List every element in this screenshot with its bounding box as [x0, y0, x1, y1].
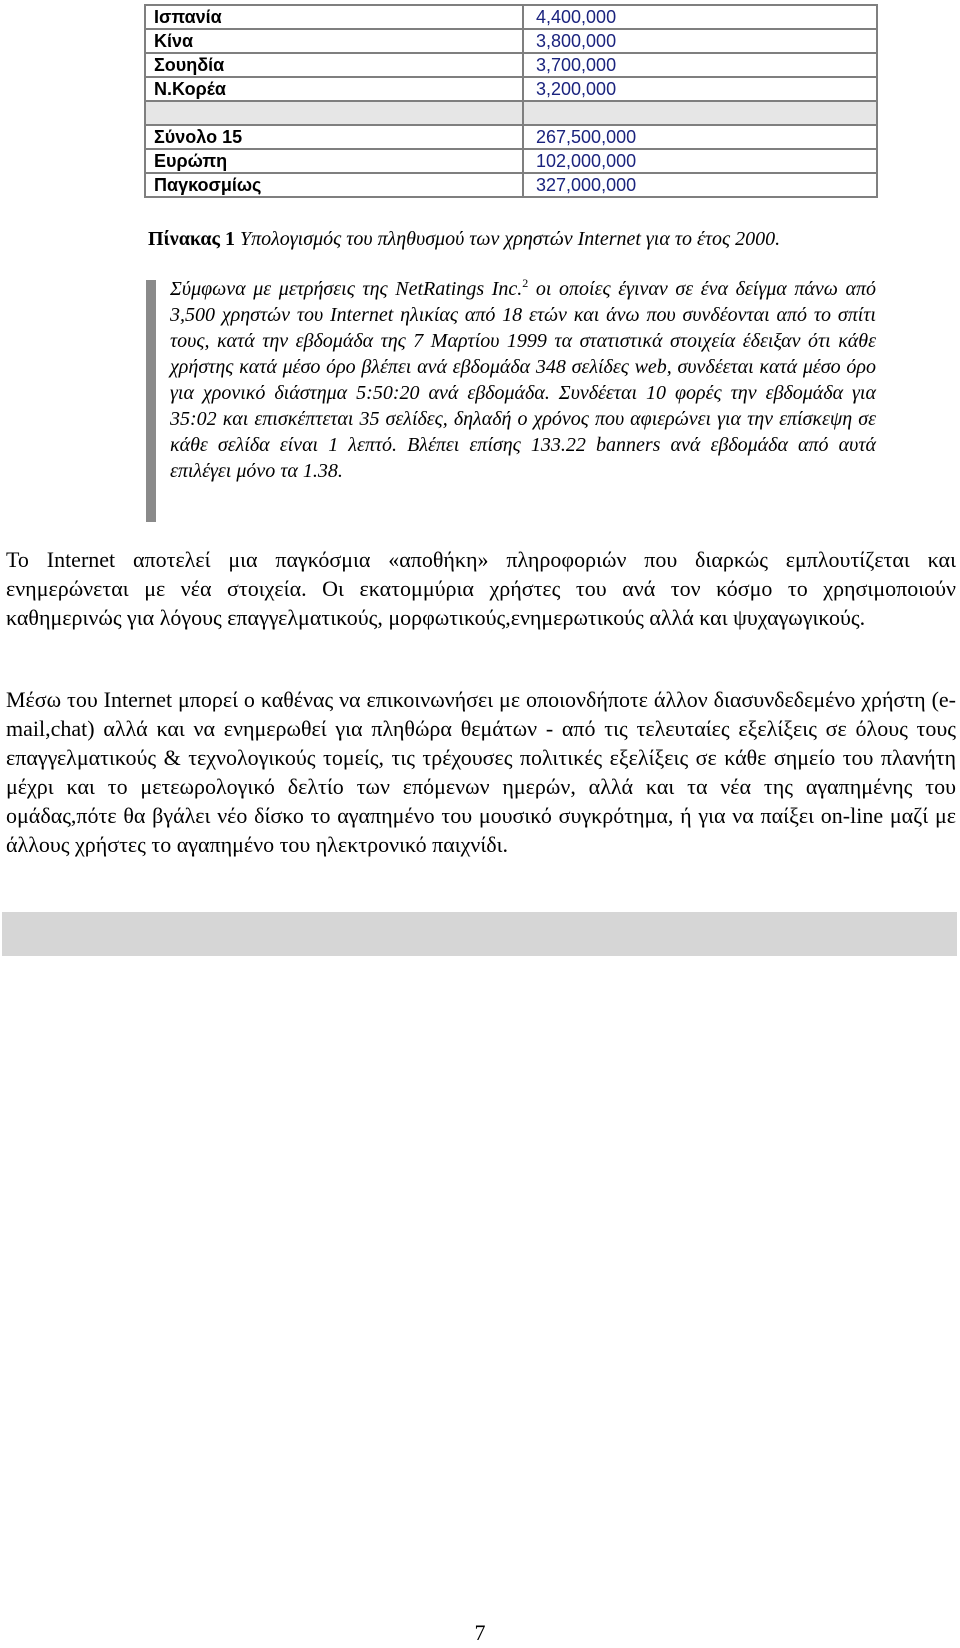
- gray-band: [2, 912, 957, 956]
- users-cell: 102,000,000: [523, 149, 877, 173]
- table-row: [145, 173, 877, 197]
- footnote-ref: 2: [522, 276, 529, 290]
- page-number: 7: [474, 1620, 486, 1645]
- table-row: [145, 5, 877, 29]
- spacer-cell: [145, 101, 523, 125]
- netratings-quote: [170, 276, 876, 484]
- paragraph-communication: Μέσω του Internet μπορεί ο καθένας να επικοινωνήσει με οποιονδήποτε άλλον διασυνδεδεμένο χρήστη (e-mail,chat) αλλά και να ενημερωθεί για πληθώρα θεμάτων - από τις τελευταίες εξελίξεις σε όλους τους επαγγελματικούς & τεχνολογικούς τομείς, τις τρέχουσες πολιτικές εξελίξεις σε κάθε σημείο του πλανήτη μέχρι και το μετεωρολογικό δελτίο των επόμενων ημερών, αλλά και τα νέα της αγαπημένης του ομάδας,πότε θα βγάλει νέο δίσκο το αγαπημένο του μουσικό συγκρότημα, ή για να παίξει on-line μαζί με άλλους χρήστες το αγαπημένο του ηλεκτρονικό παιχνίδι.: [6, 687, 956, 857]
- country-cell: Κίνα: [145, 29, 523, 53]
- region-cell: Σύνολο 15: [145, 125, 523, 149]
- table-row: [145, 125, 877, 149]
- quote-text-start: Σύμφωνα με μετρήσεις της NetRatings Inc.: [170, 278, 523, 300]
- users-cell: 267,500,000: [523, 125, 877, 149]
- quote-bar: [146, 280, 156, 522]
- region-cell: Παγκοσμίως: [145, 173, 523, 197]
- spacer-cell: [523, 101, 877, 125]
- table-row: [145, 53, 877, 77]
- users-cell: 3,200,000: [523, 77, 877, 101]
- users-cell: 4,400,000: [523, 5, 877, 29]
- country-cell: Σουηδία: [145, 53, 523, 77]
- table-row: [145, 149, 877, 173]
- internet-users-table: [144, 4, 878, 198]
- quote-text-rest: οι οποίες έγιναν σε ένα δείγμα πάνω από 3,500 χρηστών του Internet ηλικίας από 18 ετών και άνω που συνδέονται από το σπίτι τους, κατά την εβδομάδα της 7 Μαρτίου 1999 τα στατιστικά στοιχεία έδειξαν ότι κάθε χρήστης κατά μέσο όρο βλέπει ανά εβδομάδα 348 σελίδες web, συνδέεται κατά μέσο όρο για χρονικό διάστημα 5:50:20 ανά εβδομάδα. Συνδέεται 10 φορές την εβδομάδα για 35:02 και επισκέπτεται 35 σελίδες, δηλαδή ο χρόνος που αφιερώνει για την επίσκεψη σε κάθε σελίδα είναι 1 λεπτό. Βλέπει επίσης 133.22 banners ανά εβδομάδα από αυτά επιλέγει μόνο τα 1.38.: [170, 278, 877, 482]
- paragraph-internet-warehouse: Το Internet αποτελεί μια παγκόσμια «αποθήκη» πληροφοριών που διαρκώς εμπλουτίζεται και ενημερώνεται με νέα στοιχεία. Οι εκατομμύρια χρήστες του ανά τον κόσμο το χρησιμοποιούν καθημερινώς για λόγους επαγγελματικούς, μορφωτικούς,ενημερωτικούς αλλά και ψυχαγωγικούς.: [6, 547, 956, 630]
- users-cell: 3,700,000: [523, 53, 877, 77]
- users-cell: 3,800,000: [523, 29, 877, 53]
- table-row: [145, 29, 877, 53]
- country-cell: Ν.Κορέα: [145, 77, 523, 101]
- region-cell: Ευρώπη: [145, 149, 523, 173]
- users-cell: 327,000,000: [523, 173, 877, 197]
- table-spacer-row: [145, 101, 877, 125]
- caption-text: Υπολογισμός του πληθυσμού των χρηστών Internet για το έτος 2000.: [234, 228, 781, 250]
- table-caption: [148, 226, 908, 252]
- table-row: [145, 77, 877, 101]
- country-cell: Ισπανία: [145, 5, 523, 29]
- caption-label: Πίνακας 1: [148, 228, 235, 250]
